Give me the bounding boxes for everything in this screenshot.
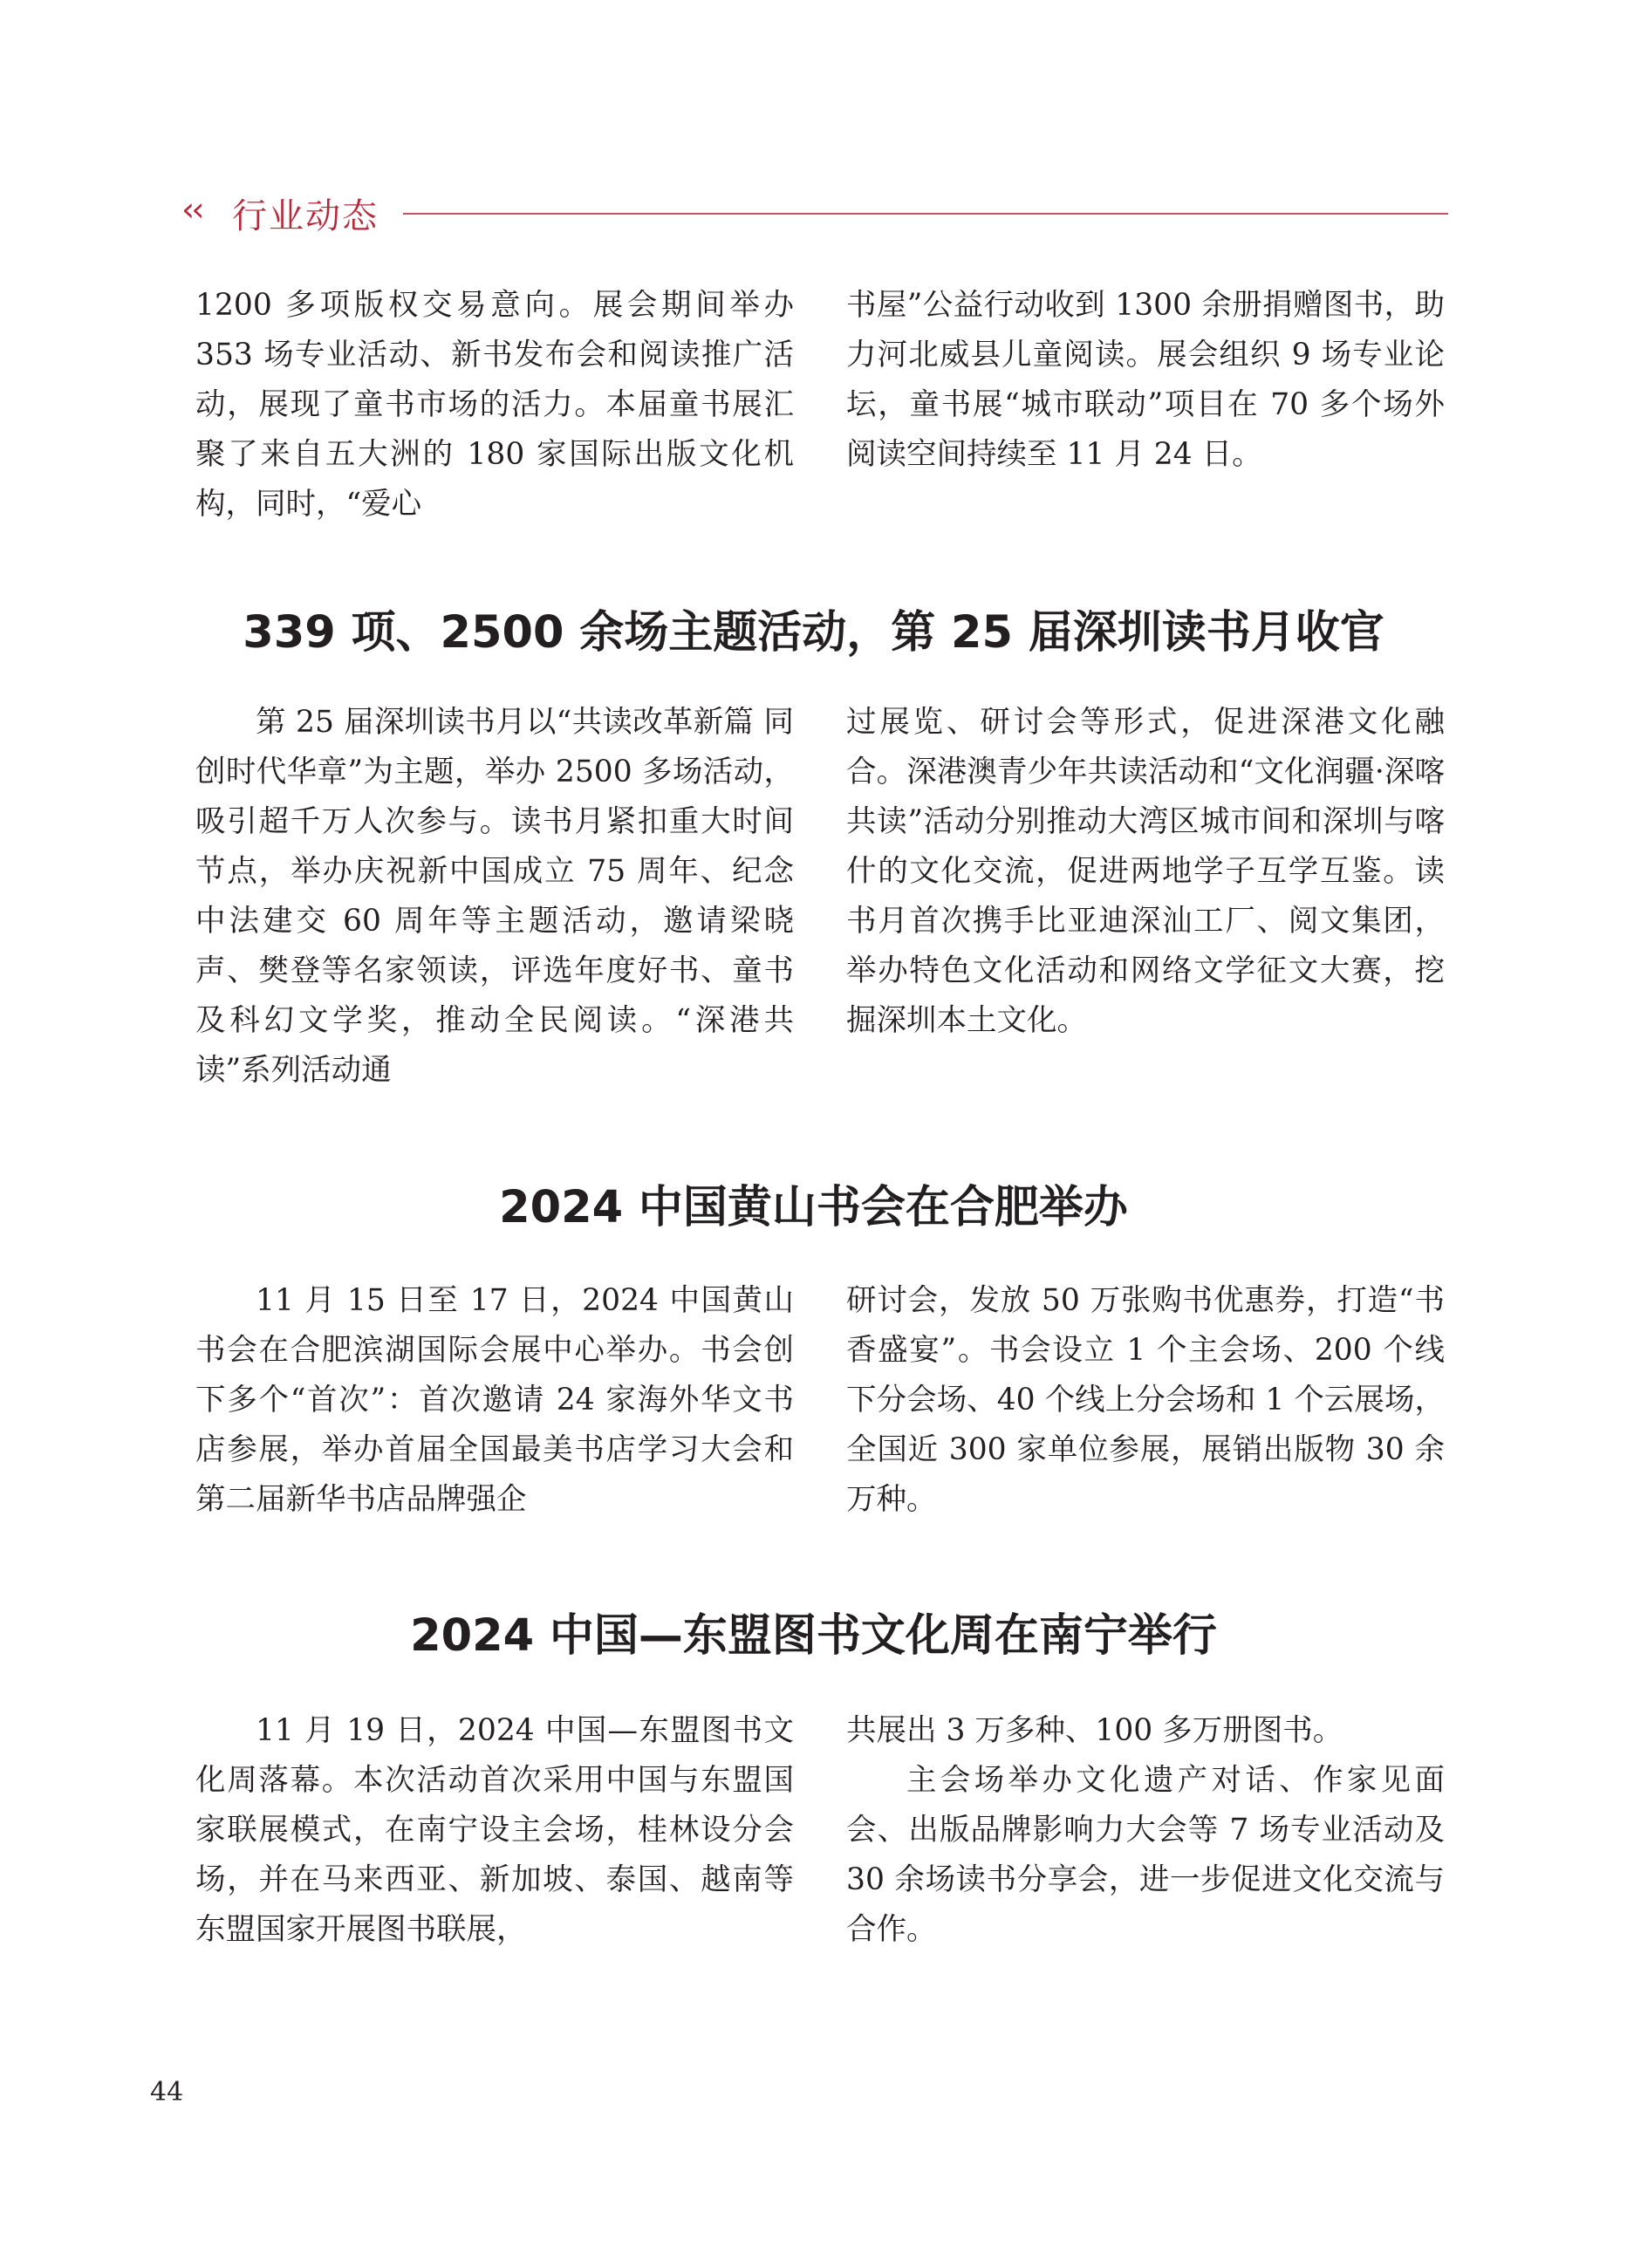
shenzhen-left-column (195, 698, 794, 1096)
intro-left-column (195, 281, 794, 529)
asean-right-paragraph-2: 主会场举办文化遗产对话、作家见面会、出版品牌影响力大会等 7 场专业活动及 30 余场读书分享会，进一步促进文化交流与合作。 (846, 1763, 1445, 1947)
section-header-title: 行业动态 (232, 196, 379, 236)
section-title-shenzhen: 339 项、2500 余场主题活动，第 25 届深圳读书月收官 (243, 607, 1384, 659)
huangshan-left-column (195, 1276, 794, 1525)
double-chevron-left-icon: ‹‹ (181, 190, 202, 229)
asean-right-column (846, 1706, 1445, 1955)
section-title-huangshan: 2024 中国黄山书会在合肥举办 (499, 1182, 1128, 1233)
shenzhen-right-column (846, 698, 1445, 1046)
huangshan-right-paragraph: 研讨会，发放 50 万张购书优惠券，打造“书香盛宴”。书会设立 1 个主会场、200 个线下分会场、40 个线上分会场和 1 个云展场，全国近 300 家单位参展，展销出版物 30 余万种。 (846, 1283, 1445, 1517)
shenzhen-right-paragraph: 过展览、研讨会等形式，促进深港文化融合。深港澳青少年共读活动和“文化润疆·深喀共读”活动分别推动大湾区城市间和深圳与喀什的文化交流，促进两地学子互学互鉴。读书月首次携手比亚迪深汕工厂、阅文集团，举办特色文化活动和网络文学征文大赛，挖掘深圳本土文化。 (846, 705, 1445, 1038)
asean-right-paragraph-1: 共展出 3 万多种、100 多万册图书。 (846, 1713, 1343, 1748)
page-number: 44 (150, 2077, 184, 2107)
intro-right-paragraph: 书屋”公益行动收到 1300 余册捐赠图书，助力河北威县儿童阅读。展会组织 9 场专业论坛，童书展“城市联动”项目在 70 多个场外阅读空间持续至 11 月 24 日。 (846, 288, 1445, 472)
asean-left-column (195, 1706, 794, 1955)
intro-right-column (846, 281, 1445, 480)
asean-left-paragraph: 11 月 19 日，2024 中国—东盟图书文化周落幕。本次活动首次采用中国与东盟国家联展模式，在南宁设主会场，桂林设分会场，并在马来西亚、新加坡、泰国、越南等东盟国家开展图书联展， (195, 1713, 794, 1947)
section-header (181, 185, 1448, 241)
huangshan-right-column (846, 1276, 1445, 1525)
header-divider (403, 213, 1448, 215)
shenzhen-left-paragraph: 第 25 届深圳读书月以“共读改革新篇 同创时代华章”为主题，举办 2500 多场活动，吸引超千万人次参与。读书月紧扣重大时间节点，举办庆祝新中国成立 75 周年、纪念中法建交 60 周年等主题活动，邀请梁晓声、樊登等名家领读，评选年度好书、童书及科幻文学奖，推动全民阅读。“深港共读”系列活动通 (195, 705, 794, 1088)
huangshan-left-paragraph: 11 月 15 日至 17 日，2024 中国黄山书会在合肥滨湖国际会展中心举办。书会创下多个“首次”：首次邀请 24 家海外华文书店参展，举办首届全国最美书店学习大会和第二届新华书店品牌强企 (195, 1283, 794, 1517)
section-title-asean: 2024 中国—东盟图书文化周在南宁举行 (410, 1610, 1217, 1662)
intro-left-paragraph: 1200 多项版权交易意向。展会期间举办 353 场专业活动、新书发布会和阅读推广活动，展现了童书市场的活力。本届童书展汇聚了来自五大洲的 180 家国际出版文化机构，同时，“爱心 (195, 288, 794, 522)
